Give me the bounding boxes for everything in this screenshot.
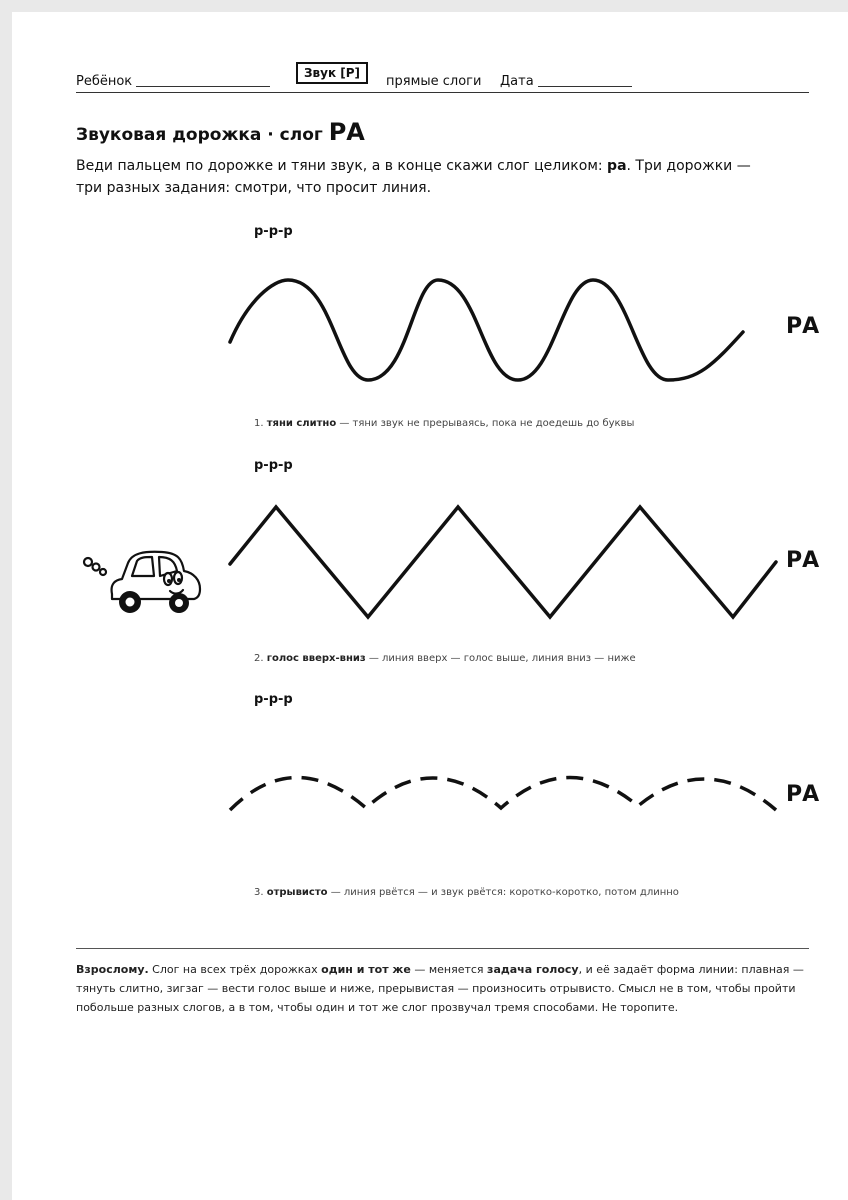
intro-part2: . Три дорожки — три разных задания: смотри, что просит линия. [76,158,751,196]
exercise-type: прямые слоги [386,74,482,89]
track-2-zigzag[interactable] [228,502,778,622]
worksheet-page [12,12,848,1200]
child-field [76,74,270,89]
track-3-task: отрывисто [266,887,328,898]
page-title [76,118,365,146]
track-2-syllable: РА [786,548,820,573]
child-name-line[interactable] [136,74,270,87]
sound-badge: Звук [Р] [296,62,368,84]
track-2-caption [254,653,636,664]
title-prefix: Звуковая дорожка · слог [76,125,323,145]
track-3-label: р-р-р [254,692,293,707]
track-2-desc: — линия вверх — голос выше, линия вниз — ниже [365,653,636,664]
track-1-wave[interactable] [228,270,778,390]
car-icon [82,547,207,617]
adult-note-t3: , и её задаёт форма линии: плавная — тянуть слитно, зигзаг — вести голос выше и ниже, прерывистая — произносить отрывисто. Смысл не в том, чтобы пройти побольше разных слогов, а в том, чтобы один и тот же слог прозвучал тремя способами. Не торопите. [76,963,804,1014]
divider [76,948,809,949]
track-2-num: 2. [254,653,264,664]
track-2-label: р-р-р [254,458,293,473]
date-field [500,74,632,89]
track-2-task: голос вверх-вниз [266,653,366,664]
track-3-num: 3. [254,887,264,898]
track-1-caption [254,418,634,429]
track-1-num: 1. [254,418,264,429]
adult-note-t1: Слог на всех трёх дорожках [148,963,322,976]
header [76,62,809,93]
track-3-caption [254,887,679,898]
track-3-dashed[interactable] [228,748,778,828]
title-syllable: РА [328,118,365,146]
adult-note-t2: — меняется [410,963,488,976]
intro-bold: ра [607,158,627,174]
adult-note-b2: один и тот же [321,963,411,976]
track-1-task: тяни слитно [266,418,337,429]
track-3-syllable: РА [786,782,820,807]
date-label: Дата [500,74,534,89]
adult-note-heading: Взрослому. [76,963,149,976]
track-1-label: р-р-р [254,224,293,239]
track-1-syllable: РА [786,314,820,339]
intro-part1: Веди пальцем по дорожке и тяни звук, а в конце скажи слог целиком: [76,158,608,174]
intro-text [76,155,776,199]
date-line[interactable] [538,74,632,87]
track-3-desc: — линия рвётся — и звук рвётся: коротко-коротко, потом длинно [327,887,679,898]
track-1-desc: — тяни звук не прерываясь, пока не доедешь до буквы [336,418,635,429]
adult-note [76,960,811,1017]
adult-note-b3: задача голосу [487,963,579,976]
child-label: Ребёнок [76,74,133,89]
